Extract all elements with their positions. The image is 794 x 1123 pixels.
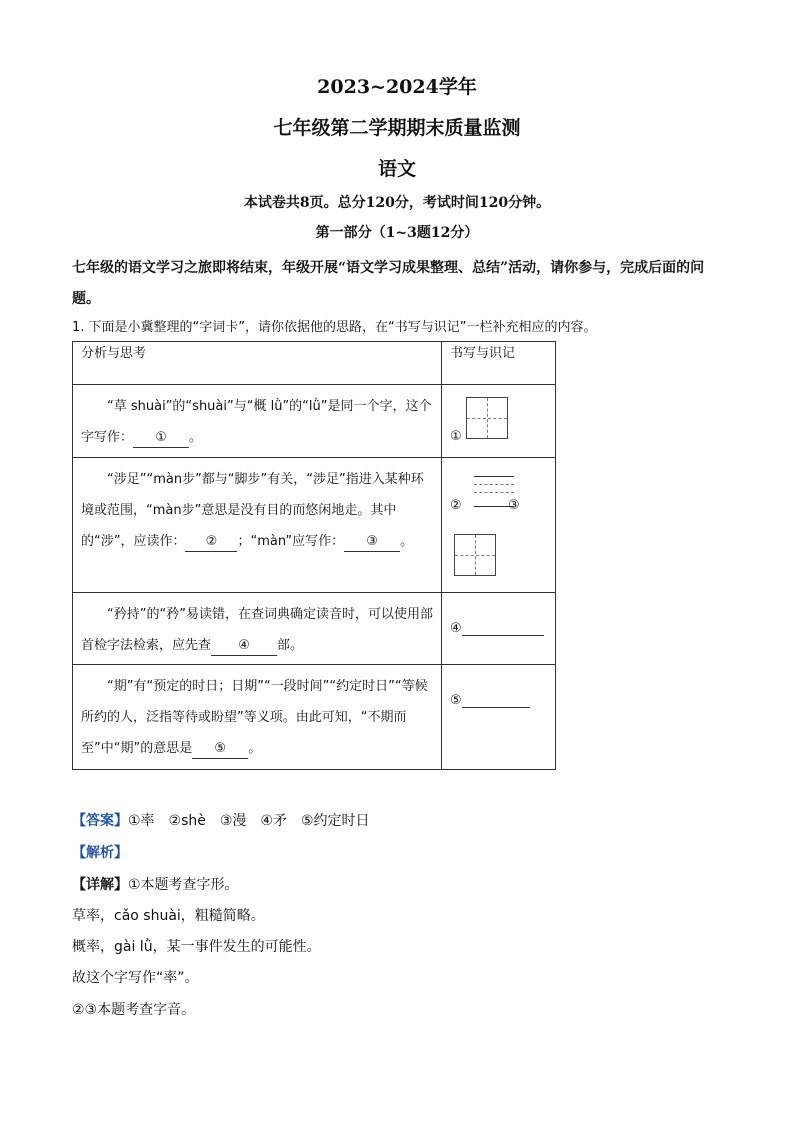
question-1-prompt: 1. 下面是小冀整理的“字词卡”，请你依据他的思路，在“书写与识记”一栏补充相应的内容。 xyxy=(72,320,597,335)
exam-year: 2023~2024学年 xyxy=(317,76,477,98)
exam-info: 本试卷共8页。总分120分，考试时间120分钟。 xyxy=(243,195,551,211)
writing-grid-1[interactable] xyxy=(466,397,508,439)
analysis-line xyxy=(72,842,128,862)
row4-analysis xyxy=(73,665,442,770)
answer-line xyxy=(72,810,370,830)
table-header-row xyxy=(73,342,556,385)
blank-1: ① xyxy=(133,429,189,448)
pinyin-line-dash1 xyxy=(474,484,514,485)
row4-text-b: 。 xyxy=(248,741,262,756)
row3-text-a: “矜持”的“矜”易读错，在查词典确定读音时，可以使用部首检字法检索，应先查 xyxy=(81,607,433,653)
answer-text: ①率 ②shè ③漫 ④矛 ⑤约定时日 xyxy=(128,813,370,829)
blank-3: ③ xyxy=(344,533,400,552)
detail-line-2: 草率，cǎo shuài，粗糙简略。 xyxy=(72,908,265,924)
answer-mark-1: ① xyxy=(450,429,462,444)
table-row xyxy=(73,385,556,458)
col-writing-header: 书写与识记 xyxy=(442,342,556,385)
answer-mark-3: ③ xyxy=(508,498,520,513)
row2-text-c: 。 xyxy=(400,534,414,549)
row3-text-b: 部。 xyxy=(277,638,304,653)
detail-line-5: ②③本题考查字音。 xyxy=(72,1002,196,1018)
row1-text-b: 。 xyxy=(189,430,203,445)
table-row xyxy=(73,458,556,593)
blank-2: ② xyxy=(185,533,237,552)
detail-line-3: 概率，gài lǜ，某一事件发生的可能性。 xyxy=(72,939,321,955)
detail-line-4: 故这个字写作“率”。 xyxy=(72,970,199,986)
subject-title: 语文 xyxy=(377,158,416,180)
row3-analysis xyxy=(73,593,442,665)
intro-paragraph: 七年级的语文学习之旅即将结束，年级开展“语文学习成果整理、总结”活动，请你参与，完成后面的问题。 xyxy=(72,260,705,307)
row1-writing xyxy=(442,385,556,458)
pinyin-line-top xyxy=(474,476,514,477)
row4-text-a: “期”有“预定的时日；日期”“一段时间”“约定时日”“等候所约的人，泛指等待或盼望”等义项。由此可知，“不期而至”中“期”的意思是 xyxy=(81,679,428,756)
detail-tag: 【详解】 xyxy=(72,877,128,893)
row2-writing xyxy=(442,458,556,593)
table-row xyxy=(73,593,556,665)
writing-grid-3[interactable] xyxy=(454,534,496,576)
blank-5: ⑤ xyxy=(192,740,248,759)
row2-text-a: “涉足”“màn步”都与“脚步”有关，“涉足”指进入某种环境或范围，“màn步”意思是没有目的而悠闲地走。其中的“涉”，应读作： xyxy=(81,472,424,549)
row3-writing xyxy=(442,593,556,665)
answer-line-5[interactable] xyxy=(462,691,530,708)
col-analysis-header: 分析与思考 xyxy=(73,342,442,385)
answer-tag: 【答案】 xyxy=(72,813,128,829)
answer-mark-4: ④ xyxy=(450,621,462,636)
analysis-tag: 【解析】 xyxy=(72,845,128,861)
word-card-table xyxy=(72,341,556,770)
answer-line-4[interactable] xyxy=(462,619,544,636)
pinyin-line-dash2 xyxy=(474,492,514,493)
table-row xyxy=(73,665,556,770)
answer-mark-2: ② xyxy=(450,498,462,513)
row4-writing xyxy=(442,665,556,770)
row2-analysis xyxy=(73,458,442,593)
exam-title: 七年级第二学期期末质量监测 xyxy=(273,117,521,139)
row2-text-b: ；“màn”应写作： xyxy=(237,534,345,549)
row1-text-a: “草 shuài”的“shuài”与“概 lǜ”的“lǜ”是同一个字，这个字写作： xyxy=(81,399,432,445)
answer-mark-5: ⑤ xyxy=(450,693,462,708)
row1-analysis xyxy=(73,385,442,458)
part-heading: 第一部分（1~3题12分） xyxy=(315,225,479,241)
detail-text-1: ①本题考查字形。 xyxy=(128,877,239,893)
blank-4: ④ xyxy=(211,637,277,656)
detail-line-1 xyxy=(72,874,239,894)
